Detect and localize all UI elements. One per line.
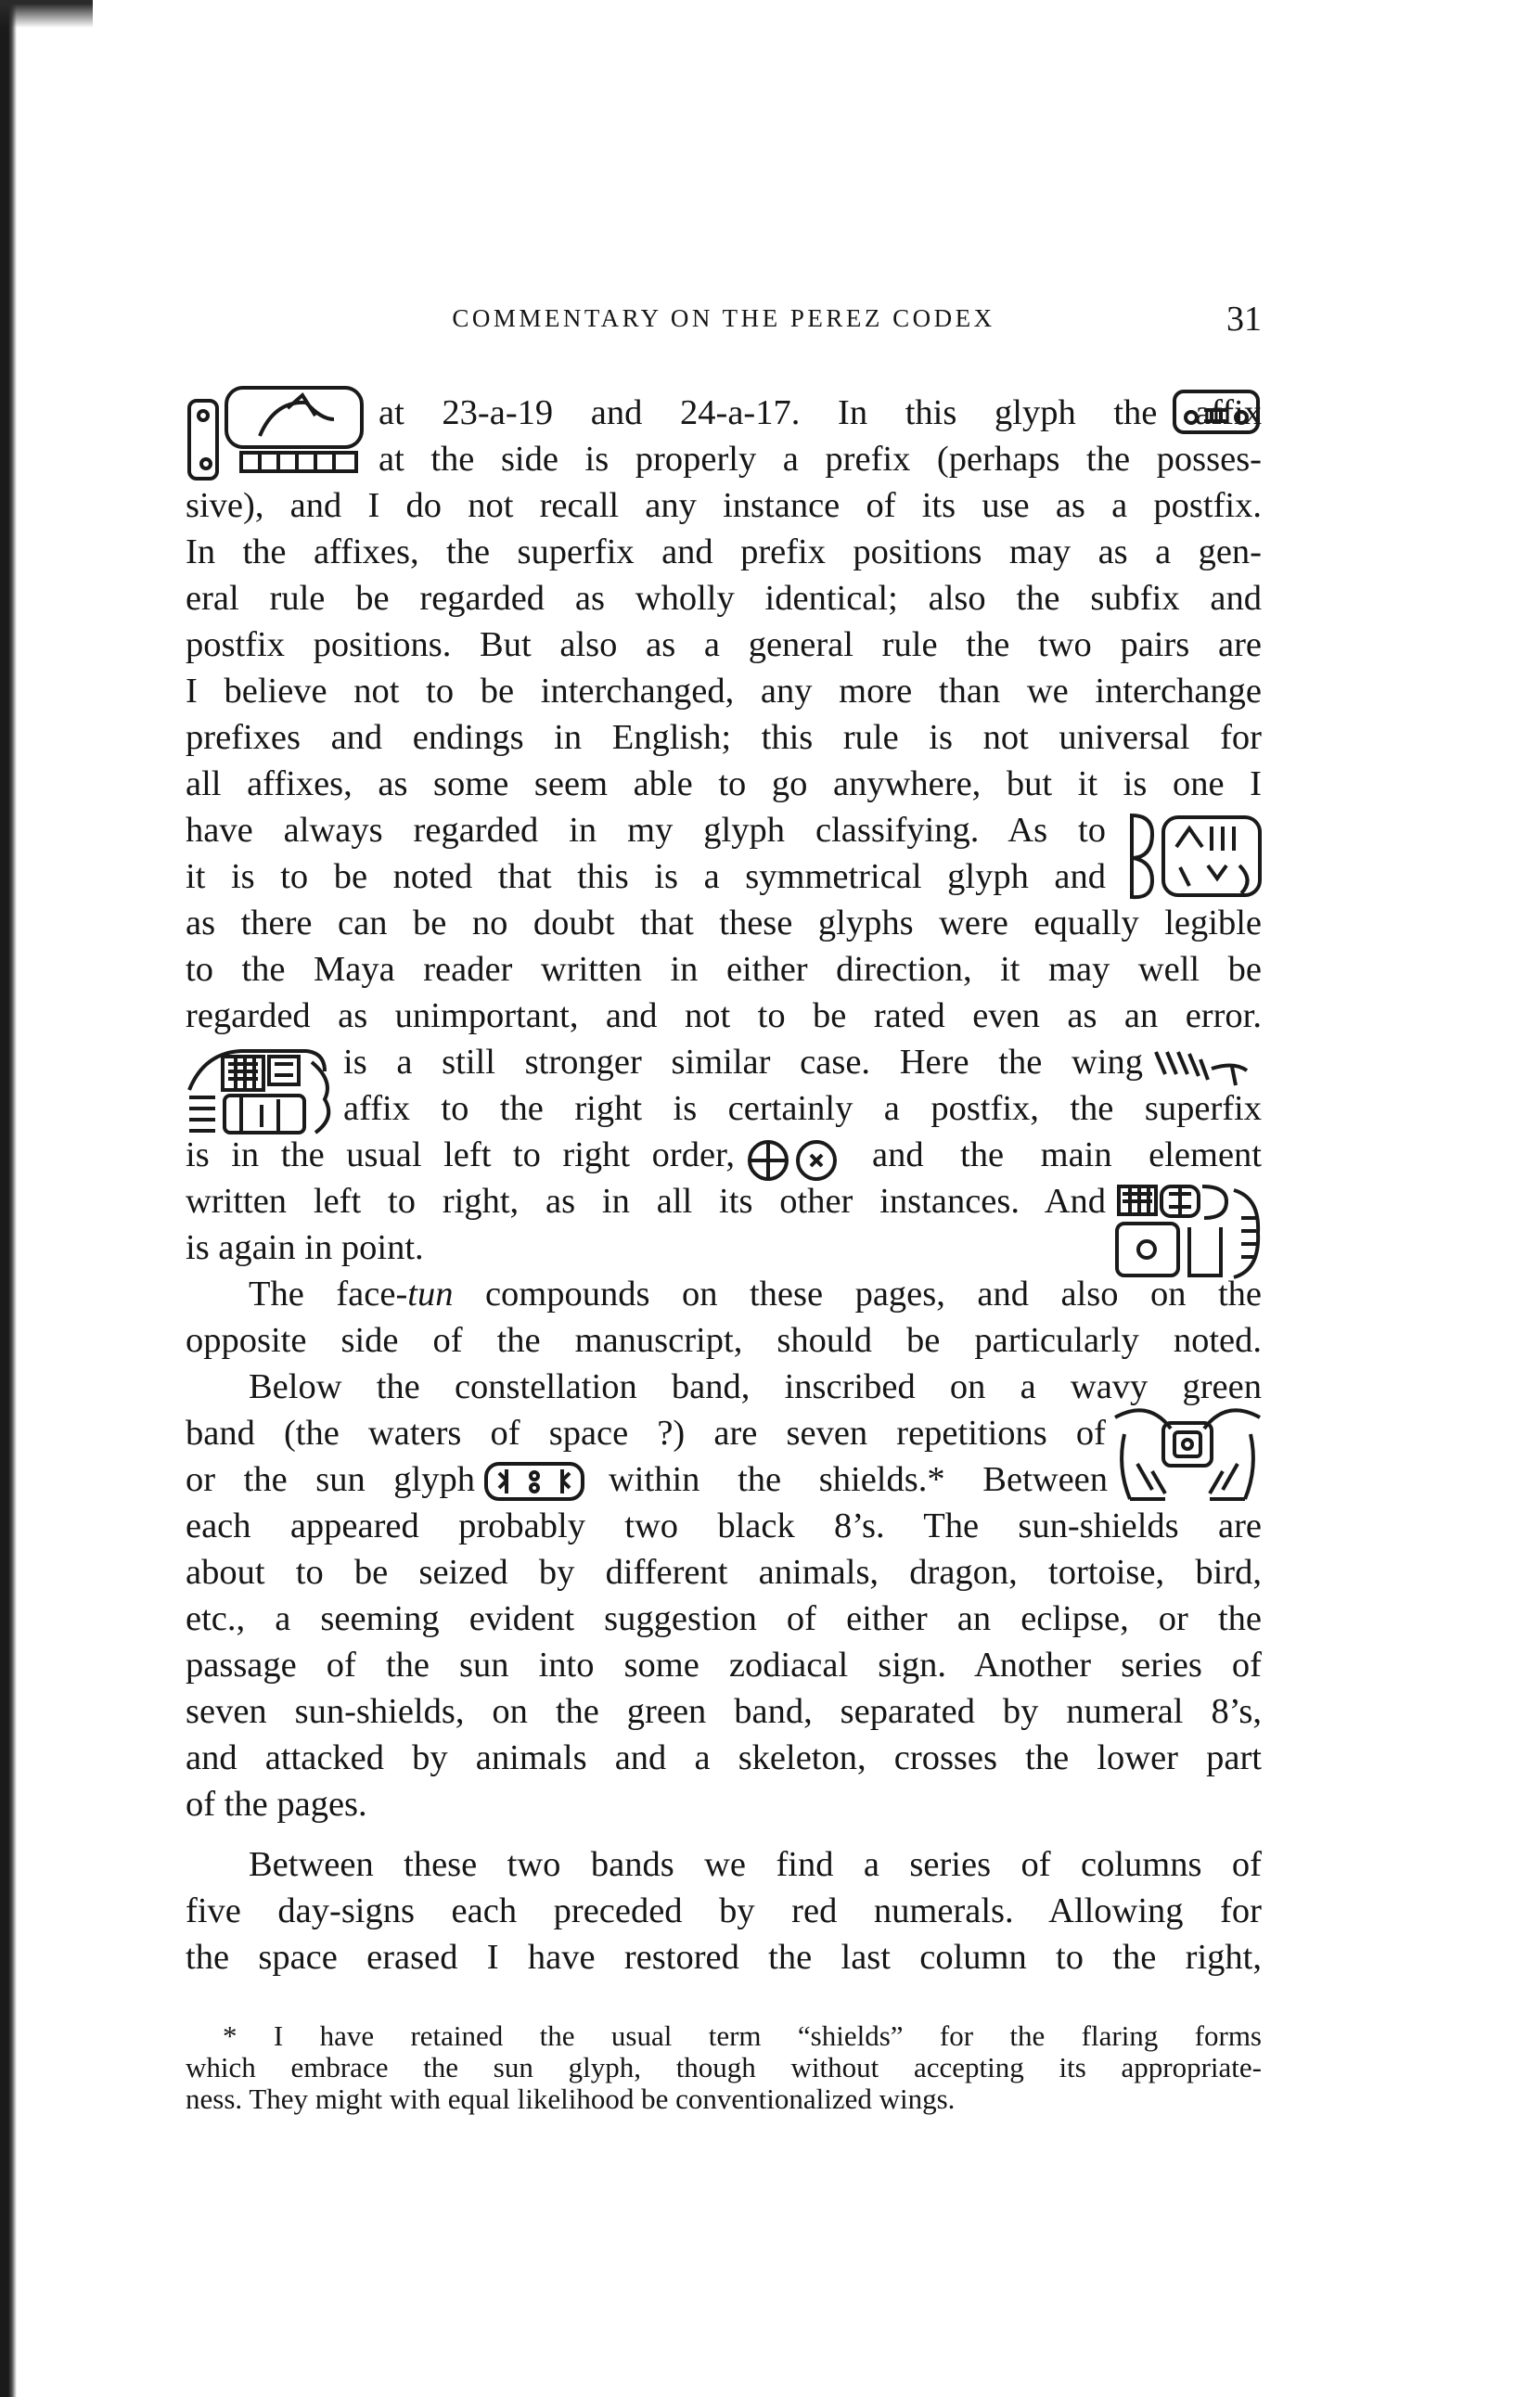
maya-glyph-icon <box>1124 810 1265 903</box>
text-line: it is to be noted that this is a symmetrical glyph and <box>186 857 1106 896</box>
text-line: all affixes, as some seem able to go anywhere, but it is one I <box>186 764 1262 803</box>
text-line <box>249 1271 1262 1317</box>
text-line: In the affixes, the superfix and prefix positions may as a gen- <box>186 532 1262 571</box>
footnote-line: which embrace the sun glyph, though without accepting its appropriate- <box>186 2051 1262 2083</box>
footnote-line: * I have retained the usual term “shields” for the flaring forms <box>223 2019 1262 2052</box>
text-line: passage of the sun into some zodiacal sign. Another series of <box>186 1646 1262 1685</box>
text-line: Between these two bands we find a series of columns of <box>249 1845 1262 1884</box>
text-line: affix to the right is certainly a postfix, the superfix <box>343 1089 1262 1128</box>
text-line: written left to right, as in all its other instances. And <box>186 1182 1106 1221</box>
maya-affix-icon <box>1171 388 1264 436</box>
text-line: seven sun-shields, on the green band, separated by numeral 8’s, <box>186 1692 1262 1731</box>
text-line: eral rule be regarded as wholly identical; also the subfix and <box>186 579 1262 618</box>
maya-sun-shield-icon <box>1111 1403 1264 1510</box>
text-line: or the sun glyph <box>186 1460 475 1499</box>
text-line: is in the usual left to right order, <box>186 1135 735 1174</box>
text-span: The face- <box>249 1275 408 1314</box>
maya-glyph-icon <box>186 1044 340 1136</box>
scan-edge <box>0 0 17 2397</box>
text-line: five day-signs each preceded by red numerals. Allowing for <box>186 1891 1262 1930</box>
maya-glyph-icon <box>186 382 367 482</box>
maya-superfix-icon <box>737 1136 872 1183</box>
footnote-line: ness. They might with equal likelihood be conventionalized wings. <box>186 2083 956 2115</box>
maya-wing-affix-icon <box>1150 1048 1252 1089</box>
italic-term: tun <box>407 1275 454 1314</box>
page-header <box>186 299 1262 345</box>
text-line: within the shields.* Between <box>609 1460 1108 1499</box>
text-line: band (the waters of space ?) are seven repetitions of <box>186 1414 1106 1453</box>
text-line: prefixes and endings in English; this rule is not universal for <box>186 718 1262 757</box>
text-line: Below the constellation band, inscribed on a wavy green <box>249 1367 1262 1406</box>
maya-sun-glyph-icon <box>482 1460 586 1503</box>
text-line: is again in point. <box>186 1228 424 1267</box>
text-line: opposite side of the manuscript, should be particularly noted. <box>186 1321 1262 1360</box>
text-line: to the Maya reader written in either direction, it may well be <box>186 950 1262 989</box>
text-line: regarded as unimportant, and not to be rated even as an error. <box>186 996 1262 1035</box>
page-number: 31 <box>1226 300 1262 339</box>
text-span: compounds on these pages, and also on the <box>484 1275 1263 1314</box>
text-line: as there can be no doubt that these glyphs were equally legible <box>186 904 1262 942</box>
text-line: and the main element <box>872 1135 1262 1174</box>
text-line: of the pages. <box>186 1785 367 1824</box>
maya-glyph-icon <box>1111 1181 1264 1283</box>
text-line: about to be seized by different animals, dragon, tortoise, bird, <box>186 1553 1262 1592</box>
text-line: at the side is properly a prefix (perhaps the posses- <box>379 440 1262 479</box>
scan-edge-top <box>0 0 93 28</box>
text-line: postfix positions. But also as a general rule the two pairs are <box>186 625 1262 664</box>
text-line: the space erased I have restored the last column to the right, <box>186 1938 1262 1977</box>
text-line: each appeared probably two black 8’s. The sun-shields are <box>186 1506 1262 1545</box>
text-line: etc., a seeming evident suggestion of either an eclipse, or the <box>186 1599 1262 1638</box>
text-line: I believe not to be interchanged, any more than we interchange <box>186 672 1262 711</box>
text-line: have always regarded in my glyph classifying. As to <box>186 811 1106 850</box>
text-line: is a still stronger similar case. Here the wing <box>343 1043 1143 1082</box>
running-head: COMMENTARY ON THE PEREZ CODEX <box>452 304 995 332</box>
text-line: at 23-a-19 and 24-a-17. In this glyph the affix <box>379 393 1262 432</box>
text-line: sive), and I do not recall any instance of its use as a postfix. <box>186 486 1262 525</box>
text-line: and attacked by animals and a skeleton, crosses the lower part <box>186 1738 1262 1777</box>
